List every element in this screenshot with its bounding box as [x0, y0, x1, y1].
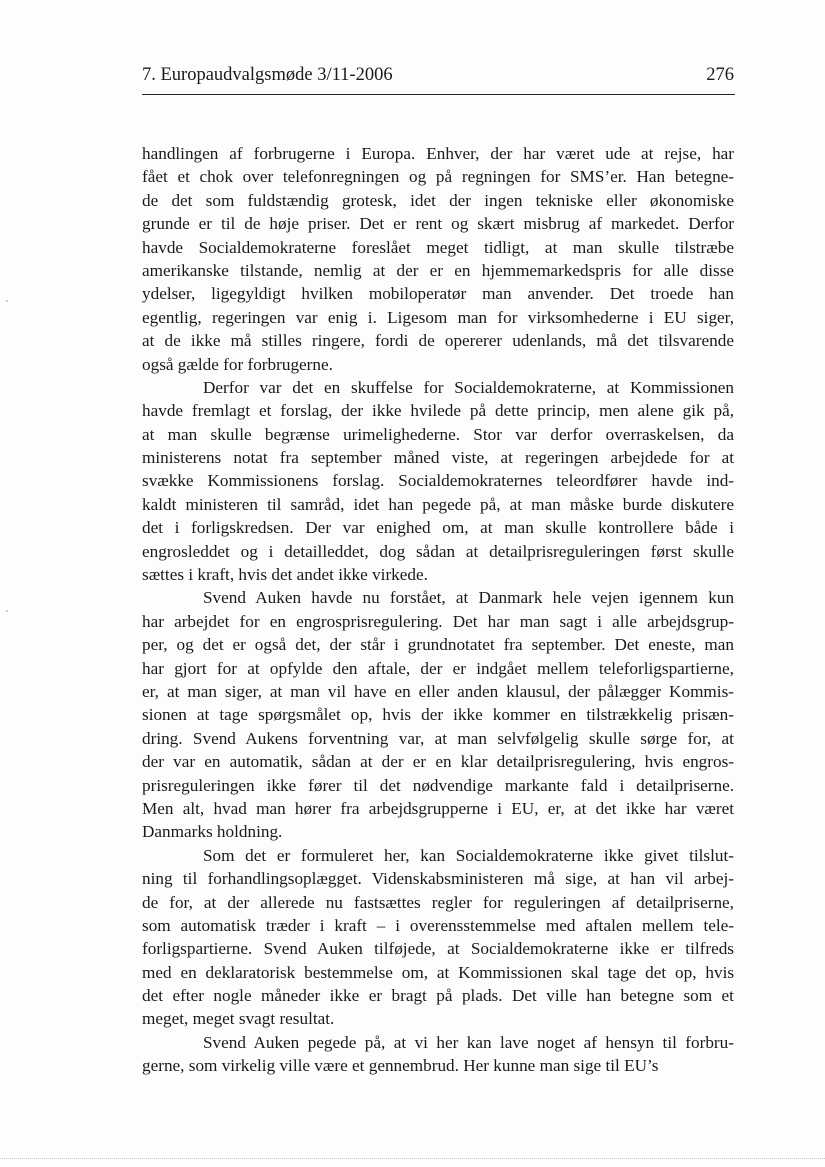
text-line: sionen at tage spørgsmålet op, hvis der ikke kommer en tilstrækkelig prisæn-: [142, 705, 734, 725]
scan-speck: [6, 300, 8, 302]
text-line: meget, meget svagt resultat.: [142, 1009, 335, 1029]
text-line: ning til forhandlingsoplægget. Videnskabsministeren må sige, at han vil arbej-: [142, 869, 735, 889]
text-line: de for, at der allerede nu fastsættes regler for reguleringen af detailpriserne,: [142, 892, 734, 912]
text-line: at man skulle begrænse urimelighederne. Stor var derfor overraskelsen, da: [142, 424, 734, 444]
text-line: de det som fuldstændig grotesk, idet der ingen tekniske eller økonomiske: [142, 190, 734, 210]
text-line: Svend Auken pegede på, at vi her kan lave noget af hensyn til forbru-: [203, 1032, 734, 1052]
page-number: 276: [706, 65, 734, 85]
scan-edge: [0, 1158, 825, 1159]
text-line: Svend Auken havde nu forstået, at Danmark hele vejen igennem kun: [203, 588, 735, 608]
text-line: er, at man siger, at man vil have en eller anden klausul, der pålægger Kommis-: [142, 681, 734, 701]
text-line: med en deklaratorisk bestemmelse om, at Kommissionen skal tage det op, hvis: [142, 962, 735, 982]
text-line: har gjort for at opfylde den aftale, der er indgået mellem teleforligspartierne,: [142, 658, 734, 678]
header-rule: [142, 94, 735, 95]
text-line: Derfor var det en skuffelse for Socialdemokraterne, at Kommissionen: [203, 377, 735, 397]
text-line: Men alt, hvad man hører fra arbejdsgrupperne i EU, er, at det ikke har været: [142, 798, 735, 818]
text-line: svække Kommissionens forslag. Socialdemokraternes teleordfører havde ind-: [142, 471, 735, 491]
text-line: dring. Svend Aukens forventning var, at man selvfølgelig skulle sørge for, at: [142, 728, 734, 748]
text-line: sættes i kraft, hvis det andet ikke virkede.: [142, 565, 428, 585]
text-line: fået et chok over telefonregningen og på regningen for SMS’er. Han betegne-: [142, 167, 735, 187]
header-title: 7. Europaudvalgsmøde 3/11-2006: [142, 65, 393, 85]
text-line: kaldt ministeren til samråd, idet han pegede på, at man måske burde diskutere: [142, 494, 735, 514]
text-line: havde Socialdemokraterne foreslået meget tidligt, at man skulle tilstræbe: [142, 237, 734, 257]
text-line: havde fremlagt et forslag, der ikke hvilede på dette princip, men alene gik på,: [142, 401, 735, 421]
scan-speck: [6, 610, 8, 612]
text-line: at de ikke må stilles ringere, fordi de opererer udenlands, må det tilsvarende: [142, 331, 734, 351]
text-line: grunde er til de høje priser. Det er rent og skært misbrug af markedet. Derfor: [142, 214, 735, 234]
body-text: [142, 142, 742, 1078]
text-line: det i forligskredsen. Der var enighed om, at man skulle kontrollere både i: [142, 518, 734, 538]
text-line: forligspartierne. Svend Auken tilføjede, at Socialdemokraterne ikke er tilfreds: [142, 939, 734, 959]
text-line: handlingen af forbrugerne i Europa. Enhver, der har været ude at rejse, har: [142, 144, 735, 163]
text-line: også gælde for forbrugerne.: [142, 354, 333, 374]
text-line: ministerens notat fra september måned viste, at regeringen arbejdede for at: [142, 448, 734, 468]
text-line: gerne, som virkelig ville være et gennembrud. Her kunne man sige til EU’s: [142, 1056, 659, 1076]
text-line: ydelser, ligegyldigt hvilken mobiloperatør man anvender. Det troede han: [142, 284, 734, 304]
text-line: der var en automatik, sådan at der er en klar detailprisregulering, hvis engros-: [142, 752, 735, 772]
text-line: prisreguleringen ikke fører til det nødvendige markante fald i detailpriserne.: [142, 775, 735, 795]
text-line: det efter nogle måneder ikke er bragt på plads. Det ville han betegne som et: [142, 986, 734, 1006]
running-header: [142, 62, 734, 88]
text-line: per, og det er også det, der står i grundnotatet fra september. Det eneste, man: [142, 635, 734, 655]
text-line: amerikanske tilstande, nemlig at der er en hjemmemarkedspris for alle disse: [142, 260, 735, 280]
text-line: som automatisk træder i kraft – i overensstemmelse med aftalen mellem tele-: [142, 915, 734, 935]
text-line: Som det er formuleret her, kan Socialdemokraterne ikke givet tilslut-: [203, 845, 734, 865]
text-line: engrosleddet og i detailleddet, dog sådan at detailprisreguleringen først skulle: [142, 541, 735, 561]
text-line: Danmarks holdning.: [142, 822, 283, 842]
text-line: egentlig, regeringen var enig i. Ligesom man for virksomhederne i EU siger,: [142, 307, 735, 327]
text-line: har arbejdet for en engrosprisregulering. Det har man sagt i alle arbejdsgrup-: [142, 611, 734, 631]
